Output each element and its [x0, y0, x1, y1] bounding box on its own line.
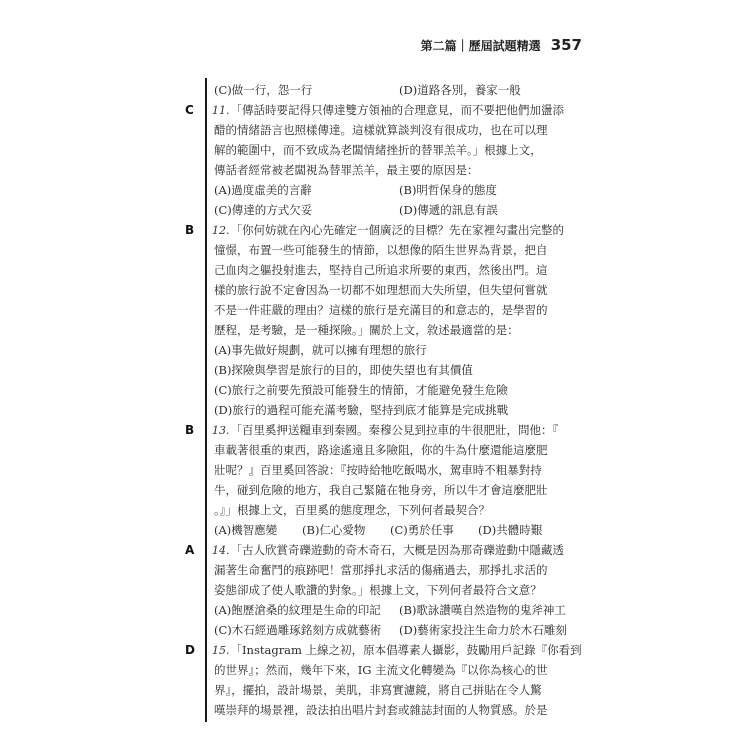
answer-key: B	[185, 223, 195, 237]
answer-key: B	[185, 423, 195, 437]
text-line: 己血肉之軀投射進去，堅持自己所追求所要的東西，然後出門。這	[214, 263, 548, 277]
text-line: 壯呢？』百里奚回答說：『按時給牠吃飯喝水，駕車時不粗暴對持	[214, 463, 542, 477]
question-line: 11.「傳話時要記得只傳達雙方領袖的合理意見，而不要把他們加盪添	[212, 103, 564, 117]
option-line: (D)旅行的過程可能充滿考驗，堅持到底才能算是完成挑戰	[214, 403, 509, 417]
text-line: 。』」根據上文，百里奚的態度理念，下列何者最契合？	[214, 503, 490, 517]
option-line: (C)旅行之前要先預設可能發生的情節，才能避免發生危險	[214, 383, 508, 397]
option-line: (C)傳達的方式欠妥 (D)傳遞的訊息有誤	[214, 203, 498, 217]
question-line: 14.「古人欣賞奇礫遊動的奇木奇石，大概是因為那奇礫遊動中隱藏透	[212, 543, 564, 557]
option-line: (A)機智應變 (B)仁心愛物 (C)勇於任事 (D)共體時艱	[214, 523, 543, 537]
question-line: 13.「百里奚押送糧車到秦國。秦穆公見到拉車的牛很肥壯，問他：『	[212, 423, 559, 437]
text-line: 牛，碰到危險的地方，我自己緊隨在牠身旁，所以牛才會這麼肥壯	[214, 483, 548, 497]
answer-key: A	[185, 543, 195, 557]
text-line: 姿態卻成了使人歌讚的對象。」根據上文，下列何者最符合文意？	[214, 583, 542, 597]
text-line: 解的範圍中，而不致成為老闆情緒挫折的替罪羔羊。」根據上文，	[214, 143, 542, 157]
page-number: 357	[550, 36, 582, 54]
text-line: 憧憬，布置一些可能發生的情節，以想像的陌生世界為背景，把自	[214, 243, 548, 257]
question-number: 15.	[212, 644, 230, 657]
text-line: 樣的旅行說不定會因為一切都不如理想而大失所望，但失望何嘗就	[214, 283, 548, 297]
question-line: 12.「你何妨就在內心先確定一個廣泛的目標？先在家裡勾畫出完整的	[212, 223, 564, 237]
text-line: 傳話者經常被老闆視為替罪羔羊，最主要的原因是：	[214, 163, 479, 177]
option-line: (A)事先做好規劃，就可以擁有理想的旅行	[214, 343, 427, 357]
text-line: 車載著很重的東西，路途遙遠且多險阻，你的牛為什麼還能這麼肥	[214, 443, 548, 457]
question-number: 12.	[212, 224, 230, 237]
text-line: 嘆崇拜的場景裡，設法拍出唱片封套或雜誌封面的人物質感。於是	[214, 703, 548, 717]
question-line: 15.「Instagram 上線之初，原本倡導素人攝影，鼓勵用戶記錄『你看到	[212, 643, 582, 657]
text-line: 歷程，是考驗，是一種探險。」關於上文，敘述最適當的是：	[214, 323, 519, 337]
header-title: 第二篇｜歷屆試題精選	[420, 39, 541, 53]
question-number: 11.	[212, 104, 230, 117]
option-line: (C)做一行，怨一行 (D)道路各別，養家一般	[214, 83, 521, 97]
option-line: (C)木石經過雕琢銘刻方成就藝術 (D)藝術家投注生命力於木石雕刻	[214, 623, 567, 637]
question-number: 14.	[212, 544, 230, 557]
question-number: 13.	[212, 424, 230, 437]
text-line: 醋的情緒語言也照樣傳達。這樣就算談判沒有很成功，也在可以理	[214, 123, 548, 137]
option-line: (A)過度虛美的言辭 (B)明哲保身的態度	[214, 183, 497, 197]
text-line: 不是一件莊嚴的理由？這樣的旅行是充滿目的和意志的，是學習的	[214, 303, 548, 317]
answer-key: C	[185, 103, 194, 117]
text-line: 界』，擺拍，設計場景，美肌，非寫實濾鏡，將自己拼貼在令人驚	[214, 683, 542, 697]
text-line: 漏著生命奮鬥的痕跡吧！當那掙扎求活的傷痛過去，那掙扎求活的	[214, 563, 548, 577]
answer-key: D	[185, 643, 195, 657]
option-line: (A)飽歷滄桑的紋理是生命的印記 (B)歌詠讚嘆自然造物的鬼斧神工	[214, 603, 566, 617]
option-line: (B)探險與學習是旅行的目的，即使失望也有其價值	[214, 363, 473, 377]
text-line: 的世界』；然而，幾年下來，IG 主流文化轉變為『以你為核心的世	[214, 663, 548, 677]
